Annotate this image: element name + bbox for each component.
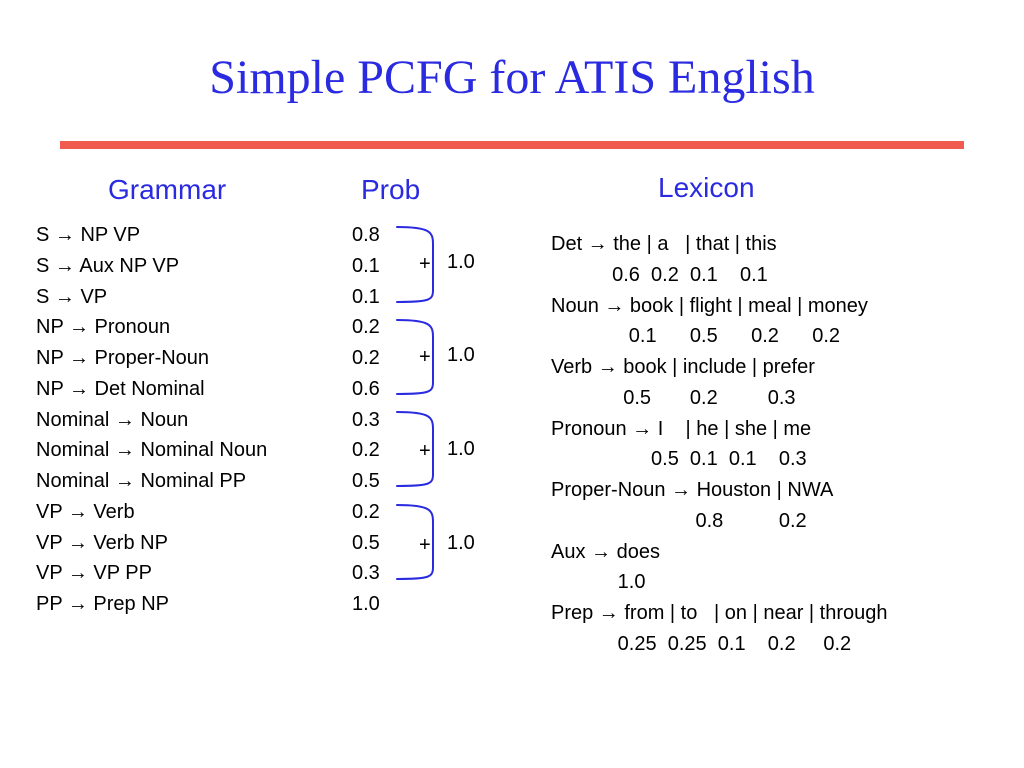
lexicon-probabilities: 0.25 0.25 0.1 0.2 0.2 — [551, 633, 852, 655]
lexicon-rule: Det → the | a | that | this — [551, 233, 777, 255]
title-underline — [60, 141, 964, 149]
sum-label: 1.0 — [447, 438, 475, 460]
lexicon-header: Lexicon — [658, 172, 755, 203]
grammar-rule: VP → Verb NP — [36, 532, 168, 554]
rule-probability: 0.2 — [352, 316, 380, 338]
rule-probability: 0.1 — [352, 255, 380, 277]
lexicon-probabilities: 0.5 0.2 0.3 — [551, 387, 796, 409]
grammar-rule: PP → Prep NP — [36, 593, 170, 615]
lexicon-rule: Pronoun → I | he | she | me — [551, 418, 812, 440]
rule-probability: 0.2 — [352, 439, 380, 461]
sum-label: 1.0 — [447, 344, 475, 366]
slide-title: Simple PCFG for ATIS English — [209, 51, 815, 104]
grammar-rule: NP → Det Nominal — [36, 378, 205, 400]
plus-sign: + — [419, 253, 431, 275]
sum-label: 1.0 — [447, 251, 475, 273]
grammar-rule: Nominal → Nominal PP — [36, 470, 247, 492]
grammar-header: Grammar — [108, 174, 227, 205]
rule-probability: 0.2 — [352, 501, 380, 523]
lexicon-probabilities: 1.0 — [551, 571, 646, 593]
rule-probability: 0.3 — [352, 562, 380, 584]
lexicon-rule: Prep → from | to | on | near | through — [551, 602, 888, 624]
grammar-rule: S → Aux NP VP — [36, 255, 180, 277]
rule-probability: 0.8 — [352, 224, 380, 246]
prob-header: Prob — [361, 174, 421, 205]
rule-probability: 0.2 — [352, 347, 380, 369]
lexicon-probabilities: 0.6 0.2 0.1 0.1 — [551, 264, 768, 286]
grammar-rule: NP → Pronoun — [36, 316, 171, 338]
lexicon-probabilities: 0.1 0.5 0.2 0.2 — [551, 325, 841, 347]
rule-probability: 0.6 — [352, 378, 380, 400]
plus-sign: + — [419, 346, 431, 368]
rule-probability: 0.1 — [352, 286, 380, 308]
lexicon-rule: Verb → book | include | prefer — [551, 356, 815, 378]
grammar-rule: VP → Verb — [36, 501, 135, 523]
lexicon-rule: Aux → does — [551, 541, 660, 563]
grammar-rule: S → NP VP — [36, 224, 141, 246]
grammar-rule: NP → Proper-Noun — [36, 347, 210, 369]
sum-label: 1.0 — [447, 532, 475, 554]
rule-probability: 0.5 — [352, 470, 380, 492]
grammar-rule: S → VP — [36, 286, 108, 308]
rule-probability: 0.5 — [352, 532, 380, 554]
plus-sign: + — [419, 440, 431, 462]
lexicon-probabilities: 0.8 0.2 — [551, 510, 807, 532]
rule-probability: 0.3 — [352, 409, 380, 431]
grammar-rule: Nominal → Noun — [36, 409, 189, 431]
lexicon-probabilities: 0.5 0.1 0.1 0.3 — [551, 448, 807, 470]
rule-probability: 1.0 — [352, 593, 380, 615]
lexicon-rule: Noun → book | flight | meal | money — [551, 295, 868, 317]
grammar-rule: VP → VP PP — [36, 562, 152, 584]
lexicon-rule: Proper-Noun → Houston | NWA — [551, 479, 834, 501]
plus-sign: + — [419, 534, 431, 556]
grammar-rule: Nominal → Nominal Noun — [36, 439, 268, 461]
